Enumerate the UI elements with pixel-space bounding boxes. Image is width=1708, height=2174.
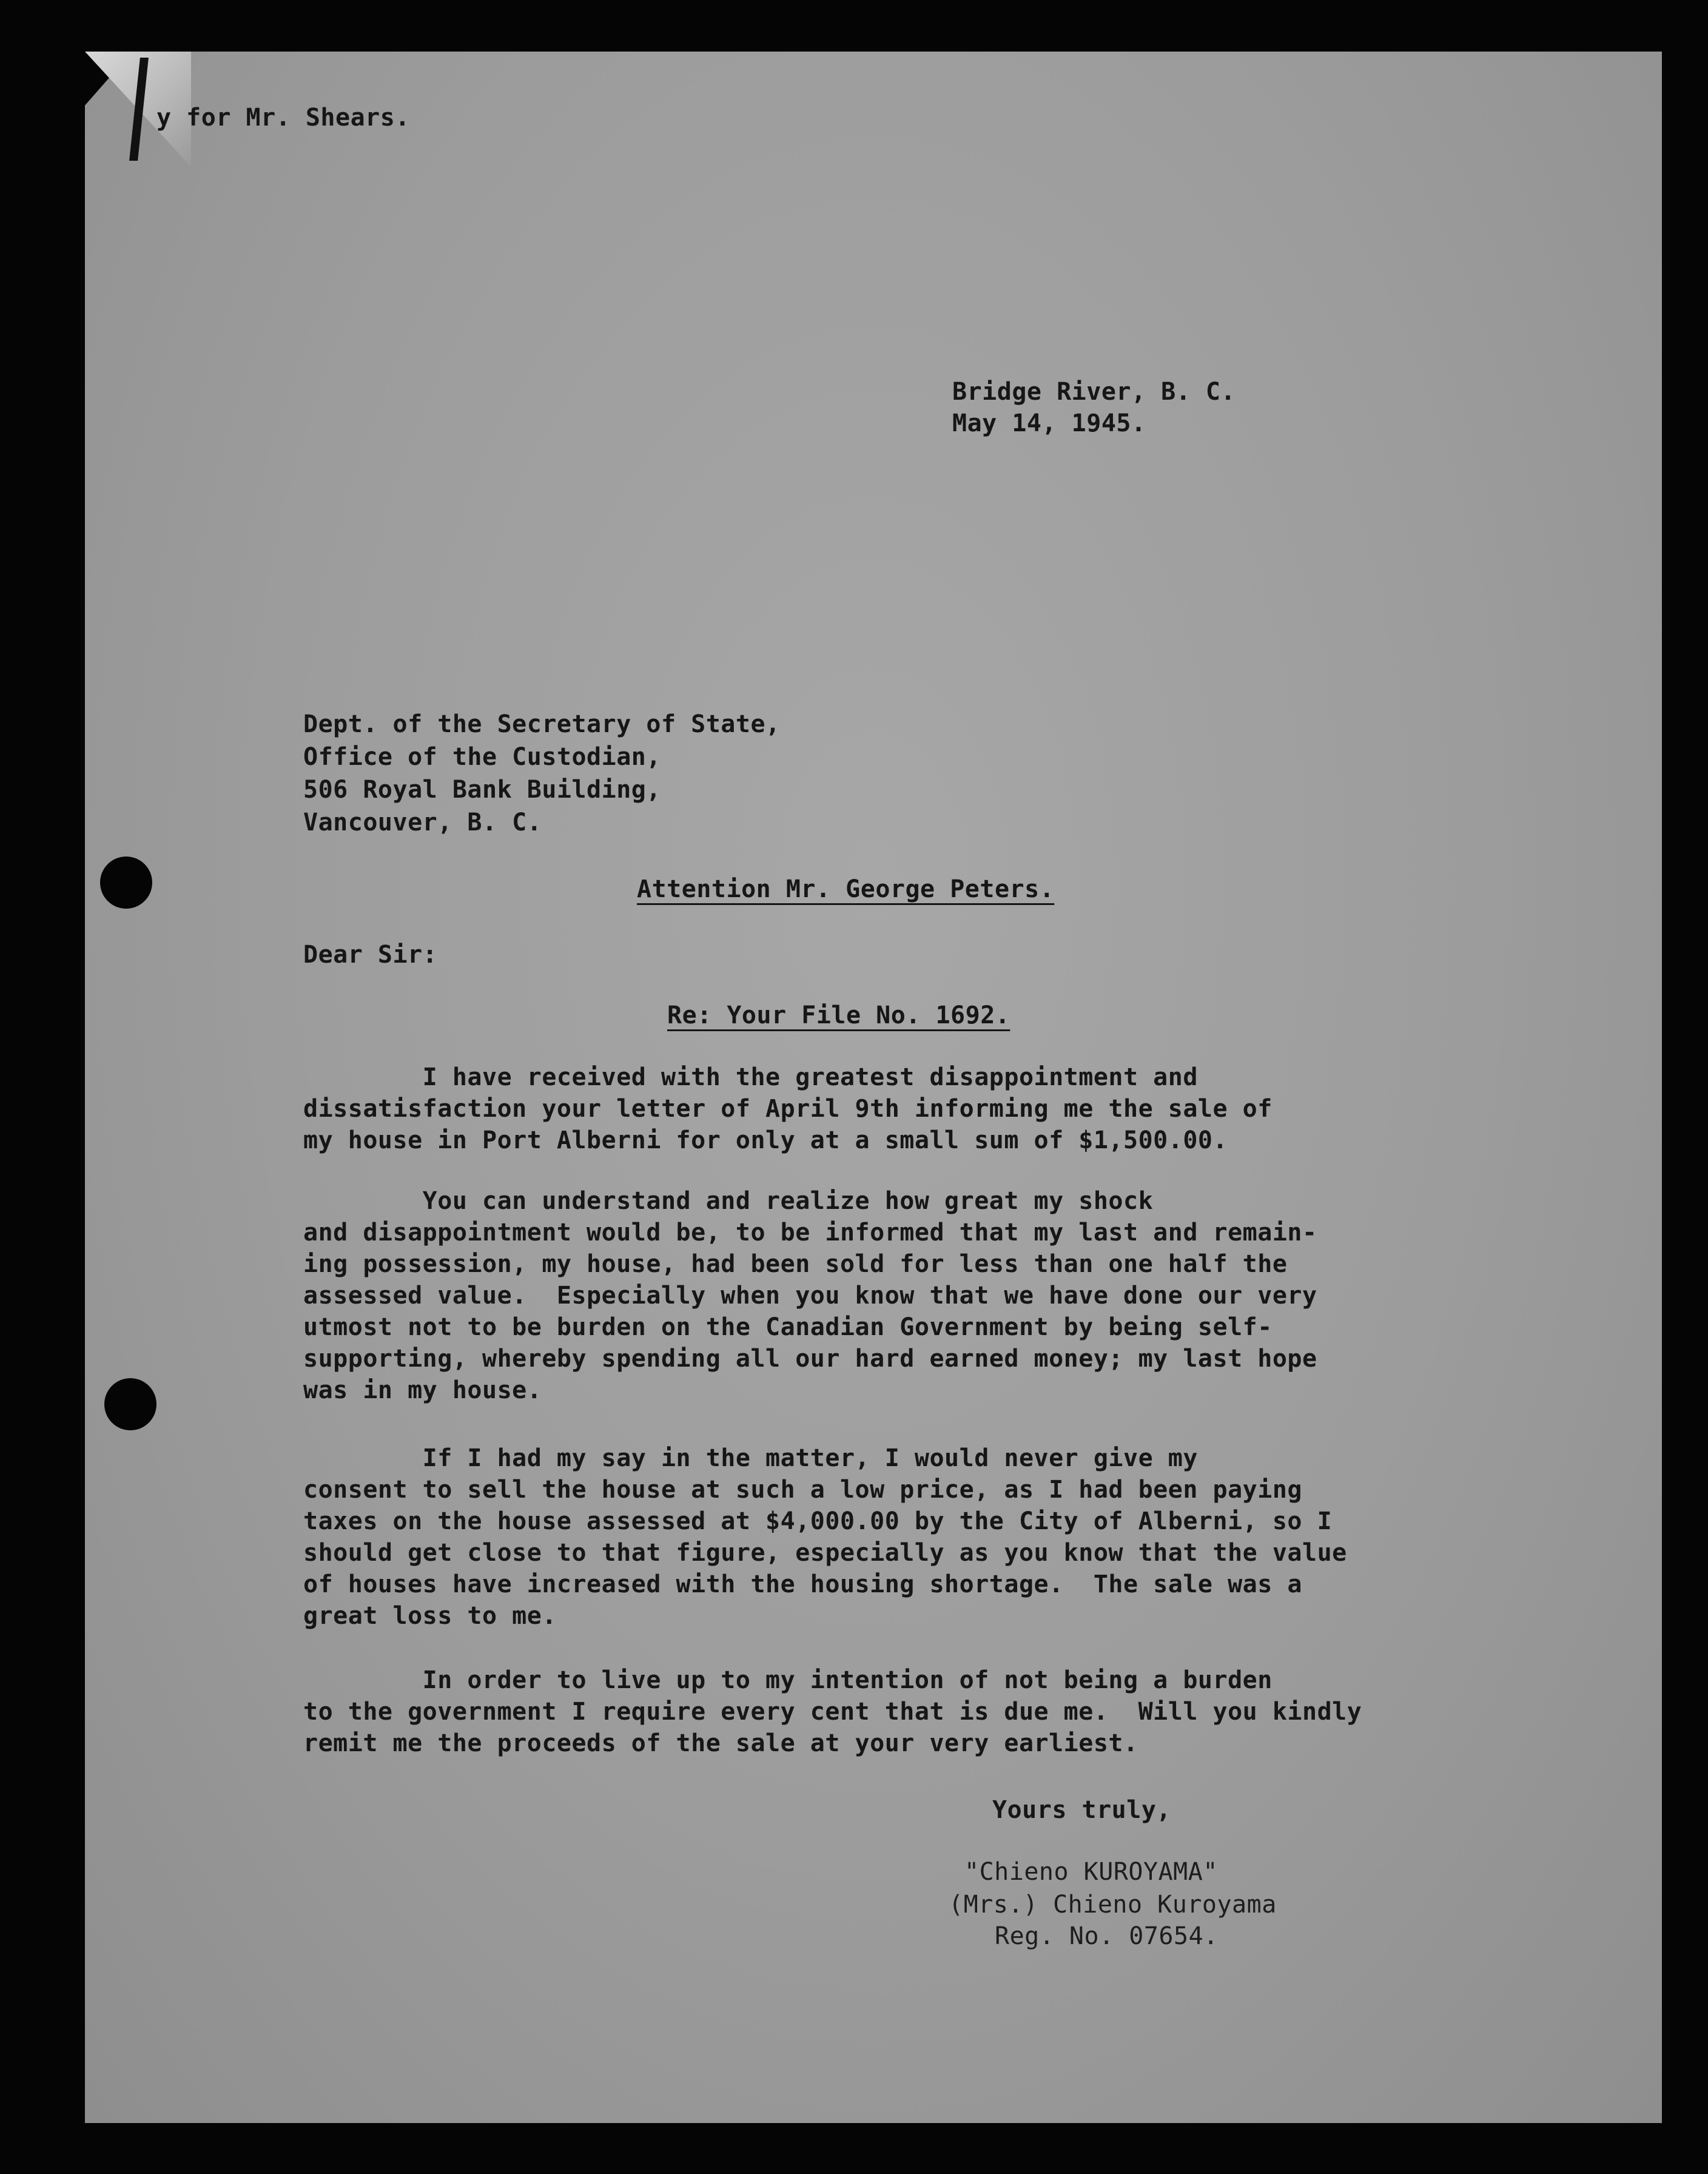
paragraph-line: supporting, whereby spending all our hard earned money; my last hope xyxy=(303,1345,1317,1373)
attention-line: Attention Mr. George Peters. xyxy=(637,875,1055,903)
recipient-line: Office of the Custodian, xyxy=(303,743,661,771)
top-note: y for Mr. Shears. xyxy=(156,104,410,132)
paragraph-line: dissatisfaction your letter of April 9th informing me the sale of xyxy=(303,1095,1273,1123)
place-line: Bridge River, B. C. xyxy=(952,378,1236,406)
paragraph-line: of houses have increased with the housing shortage. The sale was a xyxy=(303,1570,1302,1598)
recipient-line: Vancouver, B. C. xyxy=(303,809,542,836)
paragraph-line: You can understand and realize how great my shock xyxy=(303,1187,1154,1215)
paragraph-line: If I had my say in the matter, I would never give my xyxy=(303,1444,1198,1472)
salutation: Dear Sir: xyxy=(303,941,438,969)
paragraph-line: consent to sell the house at such a low price, as I had been paying xyxy=(303,1476,1302,1504)
paragraph-line: ing possession, my house, had been sold for less than one half the xyxy=(303,1250,1288,1278)
paragraph-line: taxes on the house assessed at $4,000.00 by the City of Alberni, so I xyxy=(303,1507,1333,1535)
paragraph-line: assessed value. Especially when you know that we have done our very xyxy=(303,1282,1317,1310)
recipient-line: Dept. of the Secretary of State, xyxy=(303,710,781,738)
paragraph-line: I have received with the greatest disappointment and xyxy=(303,1063,1198,1091)
closing: Yours truly, xyxy=(992,1796,1171,1824)
paragraph-line: great loss to me. xyxy=(303,1602,557,1630)
paragraph-line: was in my house. xyxy=(303,1376,542,1404)
paragraph-line: my house in Port Alberni for only at a small sum of $1,500.00. xyxy=(303,1126,1228,1154)
recipient-line: 506 Royal Bank Building, xyxy=(303,776,661,804)
registration-number: Reg. No. 07654. xyxy=(995,1922,1219,1950)
punch-hole-upper xyxy=(100,856,152,909)
reference-line: Re: Your File No. 1692. xyxy=(667,1001,1010,1029)
paragraph-line: remit me the proceeds of the sale at your very earliest. xyxy=(303,1729,1138,1757)
signature: "Chieno KUROYAMA" xyxy=(964,1858,1218,1886)
date-line: May 14, 1945. xyxy=(952,409,1146,437)
paragraph-line: to the government I require every cent that is due me. Will you kindly xyxy=(303,1698,1362,1726)
paragraph-line: utmost not to be burden on the Canadian Government by being self- xyxy=(303,1313,1273,1341)
punch-hole-lower xyxy=(104,1378,156,1430)
paragraph-line: and disappointment would be, to be informed that my last and remain- xyxy=(303,1219,1317,1247)
signer-name: (Mrs.) Chieno Kuroyama xyxy=(949,1891,1277,1919)
paragraph-line: In order to live up to my intention of not being a burden xyxy=(303,1666,1273,1694)
paragraph-line: should get close to that figure, especially as you know that the value xyxy=(303,1539,1347,1567)
